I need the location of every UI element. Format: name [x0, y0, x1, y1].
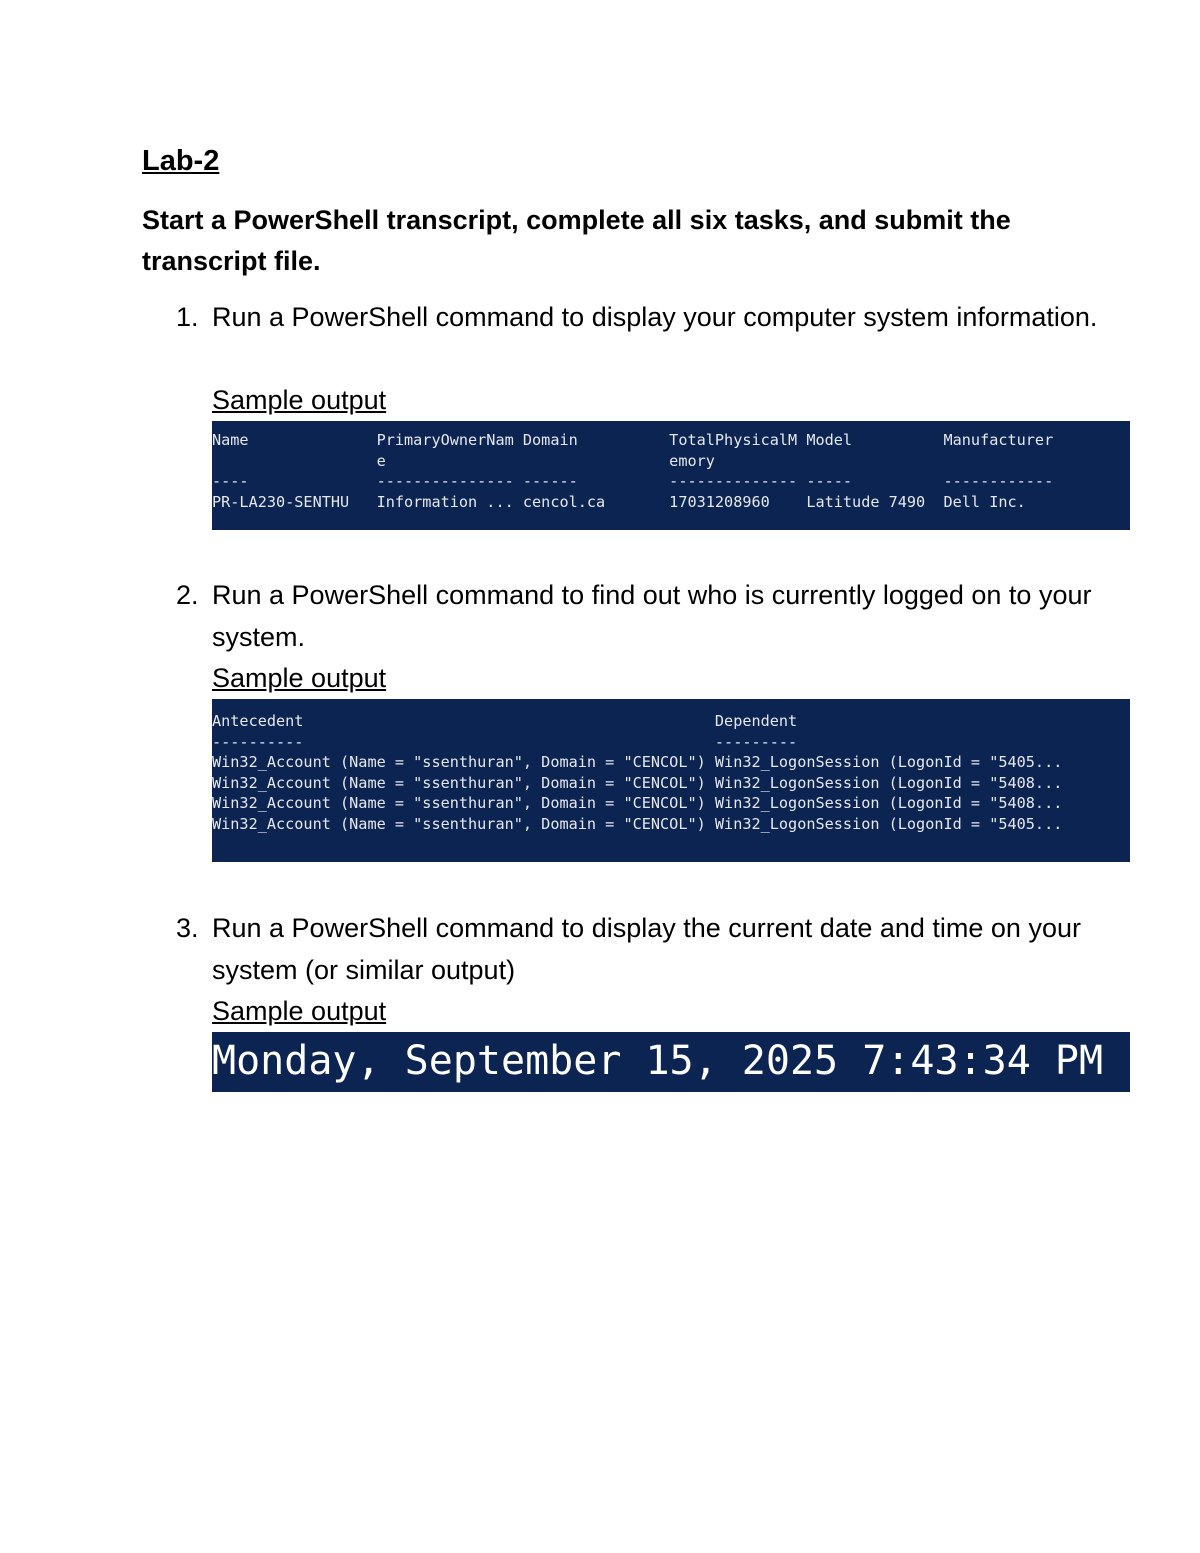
console-text: Antecedent Dependent ---------- --------- Win32_Account (Name = "ssenthuran", Domain = "CENCOL") Win32_LogonSession (LogonId = "5405... Win32_Account (Name = "ssenthuran", Domain = "CENCOL") Win32_LogonSession (LogonId = "5408... Win32_Account (Name = "ssenthuran", Domain = "CENCOL") Win32_LogonSession (LogonId = "5408... Win32_Account (Name = "ssenthuran", Domain = "CENCOL") Win32_LogonSession (LogonId = "5405... — [212, 712, 1063, 833]
console-text: Name PrimaryOwnerNam Domain TotalPhysicalM Model Manufacturer e emory ---- --------------- ------ -------------- ----- ------------ PR-LA230-SENTHU Information ... cencol.ca 17031208960 Latitude 7490 Dell Inc. — [212, 431, 1054, 511]
task-text: Run a PowerShell command to find out who is currently logged on to your system. — [212, 580, 1092, 652]
task-text: Run a PowerShell command to display the current date and time on your system (or similar output) — [212, 913, 1081, 985]
console-output-date-time — [212, 1032, 1130, 1092]
task-text: Run a PowerShell command to display your computer system information. — [212, 302, 1098, 332]
console-output-system-info — [212, 421, 1130, 530]
lab-title: Lab-2 — [142, 145, 220, 177]
console-text: Monday, September 15, 2025 7:43:34 PM — [212, 1038, 1104, 1084]
task-number: 1. — [176, 302, 199, 332]
sample-output-label: Sample output — [212, 385, 387, 415]
task-number: 2. — [176, 580, 199, 610]
sample-output-label: Sample output — [212, 996, 387, 1026]
lab-instructions: Start a PowerShell transcript, complete all six tasks, and submit the transcript file. — [142, 205, 1011, 276]
sample-output-label: Sample output — [212, 663, 387, 693]
console-output-logged-on-users — [212, 699, 1130, 862]
task-number: 3. — [176, 913, 199, 943]
